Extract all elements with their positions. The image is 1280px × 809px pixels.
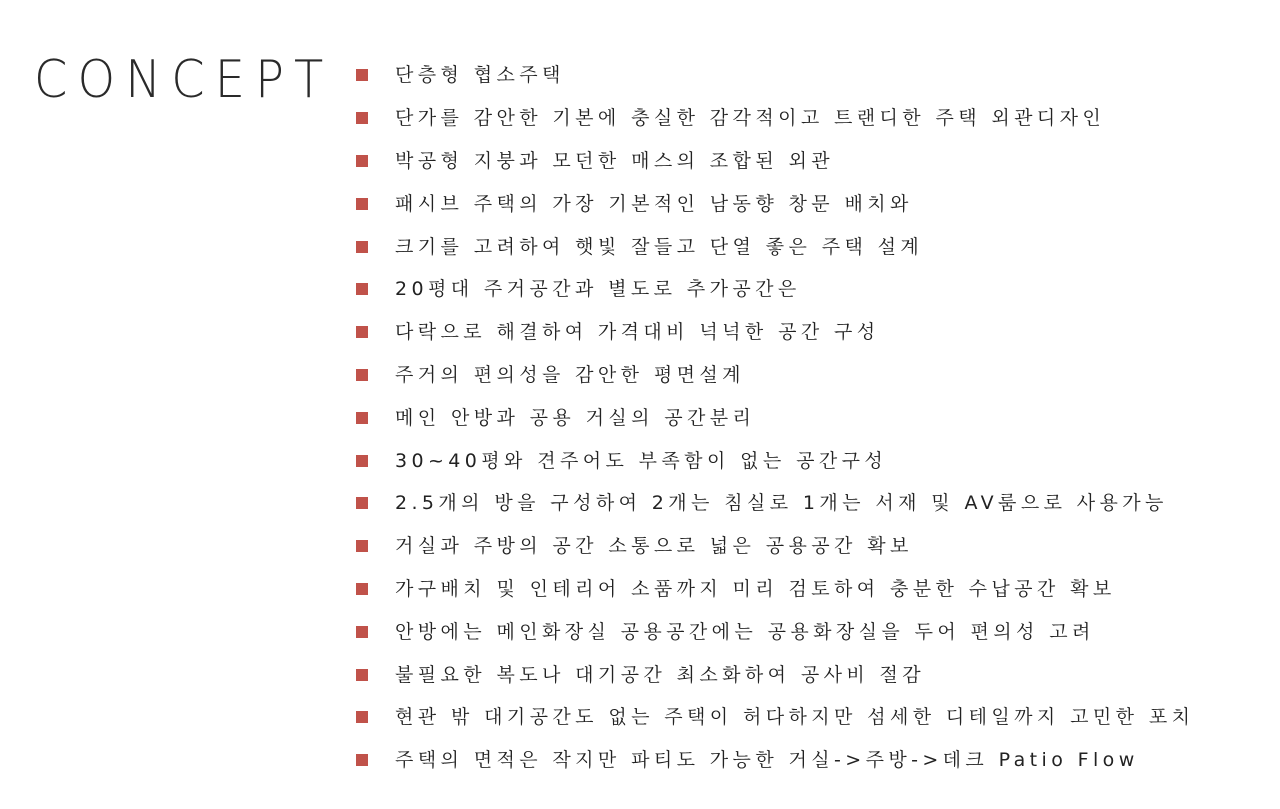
list-item-text: 박공형 지붕과 모던한 매스의 조합된 외관	[395, 149, 835, 172]
square-bullet-icon	[356, 112, 368, 124]
list-item	[356, 568, 1194, 611]
square-bullet-icon	[356, 155, 368, 167]
square-bullet-icon	[356, 711, 368, 723]
square-bullet-icon	[356, 326, 368, 338]
list-item	[356, 225, 1194, 268]
list-item-text: 현관 밖 대기공간도 없는 주택이 허다하지만 섬세한 디테일까지 고민한 포치	[395, 706, 1195, 729]
list-item	[356, 311, 1194, 354]
list-item-text: 20평대 주거공간과 별도로 추가공간은	[395, 278, 801, 301]
list-item-text: 안방에는 메인화장실 공용공간에는 공용화장실을 두어 편의성 고려	[395, 620, 1095, 643]
list-item	[356, 140, 1194, 183]
list-item	[356, 354, 1194, 397]
list-item-text: 패시브 주택의 가장 기본적인 남동향 창문 배치와	[395, 192, 913, 215]
list-item	[356, 182, 1194, 225]
square-bullet-icon	[356, 283, 368, 295]
list-item-text: 다락으로 해결하여 가격대비 넉넉한 공간 구성	[395, 321, 880, 344]
square-bullet-icon	[356, 626, 368, 638]
square-bullet-icon	[356, 540, 368, 552]
list-item	[356, 653, 1194, 696]
list-item	[356, 610, 1194, 653]
square-bullet-icon	[356, 455, 368, 467]
page-title: CONCEPT	[34, 50, 334, 110]
list-item	[356, 54, 1194, 97]
list-item	[356, 396, 1194, 439]
list-item	[356, 739, 1194, 782]
square-bullet-icon	[356, 412, 368, 424]
square-bullet-icon	[356, 583, 368, 595]
list-item-text: 불필요한 복도나 대기공간 최소화하여 공사비 절감	[395, 663, 926, 686]
list-item-text: 크기를 고려하여 햇빛 잘들고 단열 좋은 주택 설계	[395, 235, 924, 258]
square-bullet-icon	[356, 241, 368, 253]
square-bullet-icon	[356, 669, 368, 681]
square-bullet-icon	[356, 69, 368, 81]
square-bullet-icon	[356, 369, 368, 381]
list-item-text: 거실과 주방의 공간 소통으로 넓은 공용공간 확보	[395, 535, 913, 558]
square-bullet-icon	[356, 497, 368, 509]
list-item	[356, 696, 1194, 739]
list-item-text: 30~40평와 견주어도 부족함이 없는 공간구성	[395, 449, 888, 472]
list-item	[356, 482, 1194, 525]
list-item-text: 2.5개의 방을 구성하여 2개는 침실로 1개는 서재 및 AV룸으로 사용가능	[395, 492, 1168, 515]
square-bullet-icon	[356, 198, 368, 210]
list-item-text: 가구배치 및 인테리어 소품까지 미리 검토하여 충분한 수납공간 확보	[395, 577, 1116, 600]
list-item-text: 주택의 면적은 작지만 파티도 가능한 거실->주방->데크 Patio Flow	[395, 749, 1139, 772]
list-item	[356, 268, 1194, 311]
list-item	[356, 97, 1194, 140]
list-item-text: 주거의 편의성을 감안한 평면설계	[395, 363, 745, 386]
list-item-text: 메인 안방과 공용 거실의 공간분리	[395, 406, 756, 429]
list-item-text: 단층형 협소주택	[395, 64, 565, 87]
concept-list	[356, 54, 1194, 782]
square-bullet-icon	[356, 754, 368, 766]
list-item	[356, 525, 1194, 568]
list-item-text: 단가를 감안한 기본에 충실한 감각적이고 트랜디한 주택 외관디자인	[395, 107, 1106, 130]
list-item	[356, 439, 1194, 482]
